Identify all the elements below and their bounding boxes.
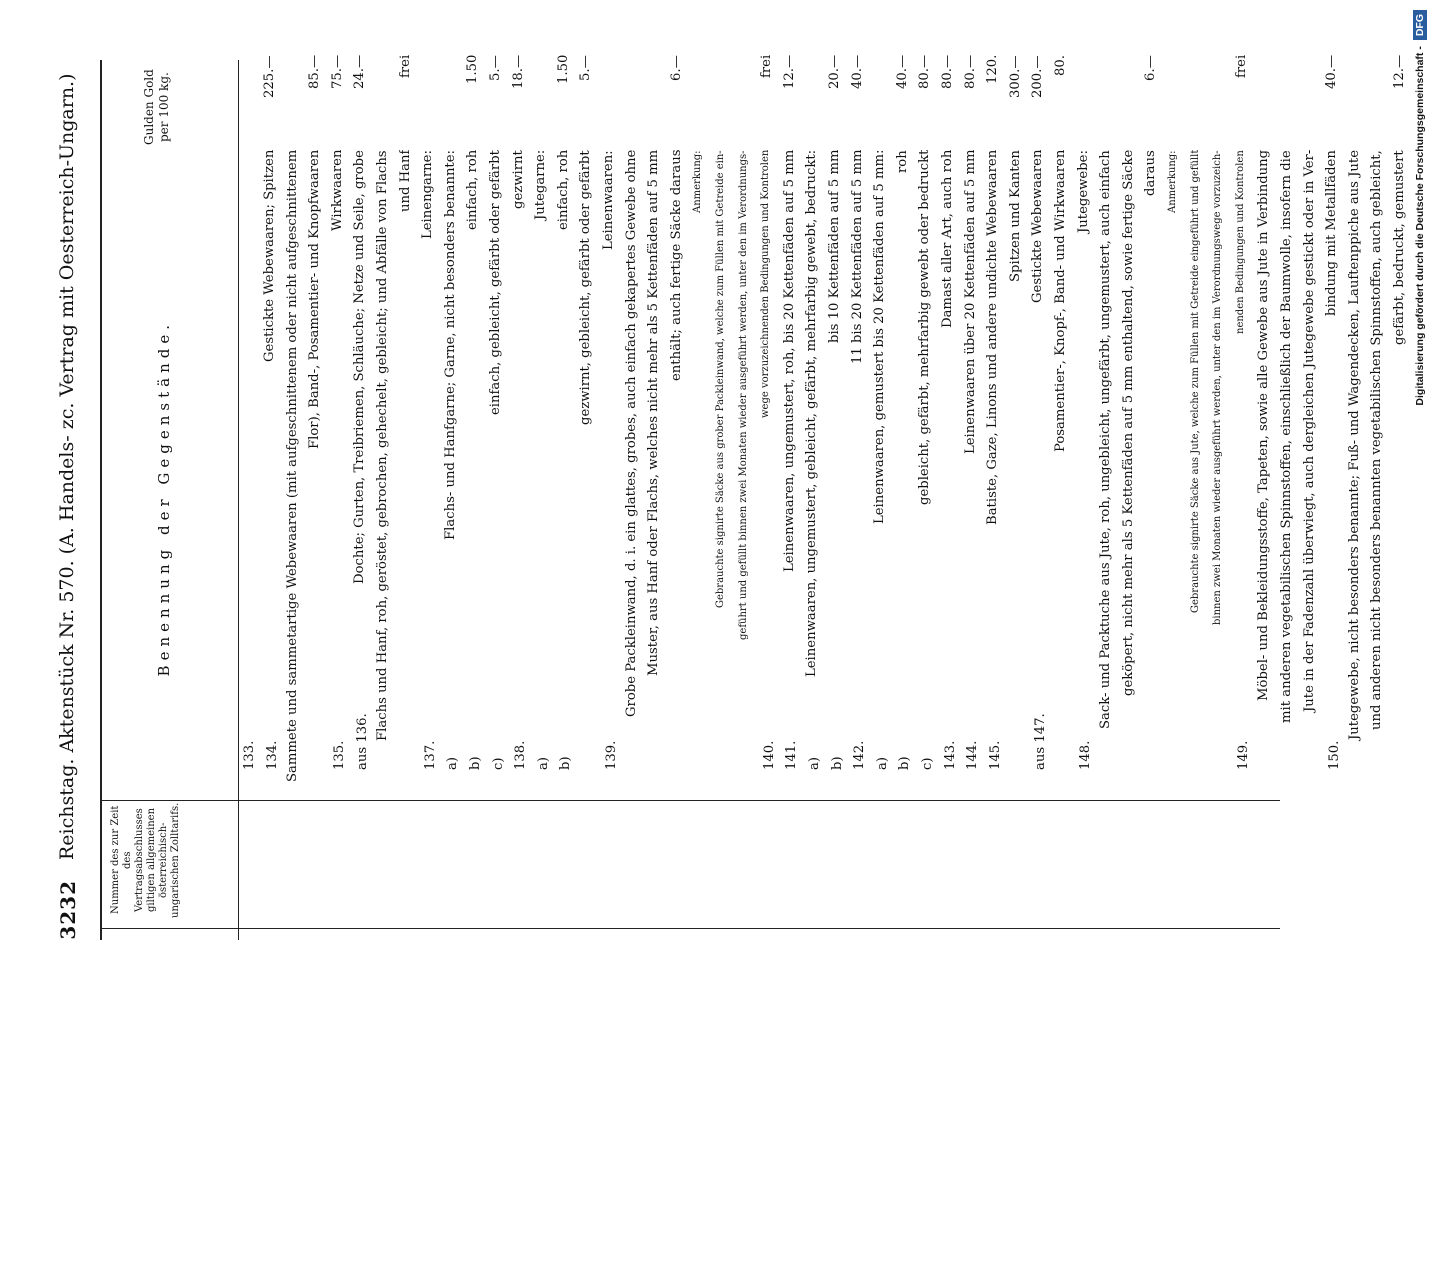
table-row <box>420 0 442 1000</box>
item-description: und anderen nicht besonders benannten vegetabilischen Spinnstoffen, auch gebleicht, <box>1369 150 1385 730</box>
tariff-number: 140. <box>761 740 777 770</box>
item-description: einfach, roh <box>555 150 571 231</box>
duty-rate <box>1076 55 1096 145</box>
item-description: gebleicht, gefärbt, mehrfarbig gewebt oder bedruckt <box>917 150 933 506</box>
item-description: Damast aller Art, auch roh <box>940 150 955 329</box>
item-description: Gestickte Webewaaren; Spitzen <box>262 150 277 363</box>
tariff-number: 138. <box>513 740 529 770</box>
duty-rate: 1.50 <box>555 55 571 85</box>
item-description: Anmerkung: <box>1167 150 1178 213</box>
duty-rate <box>691 55 711 145</box>
tariff-number <box>1349 612 1369 770</box>
duty-rate <box>375 55 395 145</box>
duty-rate: 5.— <box>488 55 503 81</box>
item-description: Leinenwaaren, ungemustert, gebleicht, gefärbt, mehrfarbig gewebt, bedruckt: <box>804 150 820 678</box>
tariff-number: c) <box>920 757 935 770</box>
tariff-number: 145. <box>987 740 1003 770</box>
tariff-number: 133. <box>242 740 257 770</box>
tariff-number <box>671 612 691 770</box>
item-description: Flachs- und Hanfgarne; Garne, nicht besonders benannte: <box>442 150 458 540</box>
tariff-number: a) <box>535 756 551 770</box>
duty-rate: 80.— <box>940 55 955 90</box>
tariff-number: 139. <box>603 740 619 770</box>
item-description: Gestickte Webewaaren <box>1030 150 1046 304</box>
duty-rate: 200.— <box>1030 55 1046 98</box>
duty-rate <box>1347 55 1367 145</box>
duty-rate <box>646 55 666 145</box>
table-row <box>398 0 420 1000</box>
duty-rate: 12.— <box>781 55 797 90</box>
tariff-number <box>287 612 307 770</box>
item-description: Flachs und Hanf, roh, geröstet, gebrochen, gehechelt, gebleicht; und Abfälle von Flachs <box>375 150 390 741</box>
item-description: geführt und gefüllt binnen zwei Monaten wieder ausgeführt werden, unter den im Verordnungs- <box>737 150 749 640</box>
duty-rate: 80.— <box>962 55 978 90</box>
duty-rate: 6.— <box>668 55 684 81</box>
duty-rate <box>1369 55 1389 145</box>
item-description: gezwirnt, gebleicht, gefärbt oder gefärbt <box>578 150 594 425</box>
tariff-number: b) <box>468 756 483 770</box>
table-row <box>737 0 759 1000</box>
page-number: 3232 <box>56 880 80 940</box>
duty-rate: 24.— <box>352 55 368 90</box>
table-row <box>1121 0 1143 1000</box>
table-row <box>669 0 691 1000</box>
tariff-number <box>1372 612 1392 770</box>
table-row <box>759 0 781 1000</box>
duty-rate: 6.— <box>1143 55 1159 81</box>
item-description: und Hanf <box>397 150 413 213</box>
table-row <box>1211 0 1233 1000</box>
table-row <box>1279 0 1301 1000</box>
item-description: binnen zwei Monaten wieder ausgeführt werden, unter den im Verordnungswege vorzuzeich- <box>1212 150 1224 625</box>
tariff-number: a) <box>874 756 890 770</box>
item-description: Flor), Band-, Posamentier- und Knopfwaaren <box>307 150 323 450</box>
duty-rate <box>1121 55 1141 145</box>
tariff-number: 144. <box>965 740 981 770</box>
tariff-number <box>1191 612 1211 770</box>
table-row <box>1189 0 1211 1000</box>
dfg-badge: DFG <box>1413 10 1427 40</box>
table-row <box>1234 0 1256 1000</box>
tariff-number <box>739 612 759 770</box>
item-description: 11 bis 20 Kettenfäden auf 5 mm <box>849 150 865 365</box>
tariff-number: 135. <box>332 740 348 770</box>
tariff-number <box>626 612 646 770</box>
item-description: einfach, gebleicht, gefärbt oder gefärbt <box>488 150 503 415</box>
column-header-duty: Gulden Gold per 100 kg. <box>142 69 171 145</box>
tariff-number: b) <box>829 756 845 770</box>
table-row <box>307 0 329 1000</box>
page-title: Reichstag. Aktenstück Nr. 570. (A. Handels- zc. Vertrag mit Oesterreich-Ungarn.) <box>56 73 78 860</box>
table-row <box>646 0 668 1000</box>
duty-rate: frei <box>397 55 413 79</box>
duty-rate <box>1256 55 1276 145</box>
item-description: Sack- und Packtuche aus Jute, roh, ungebleicht, ungefärbt, ungemustert, auch einfach <box>1098 150 1114 729</box>
tariff-number <box>1010 612 1030 770</box>
duty-rate <box>285 55 305 145</box>
duty-rate: 80. <box>1053 55 1068 76</box>
item-description: gefärbt, bedruckt, gemustert <box>1392 150 1407 345</box>
duty-rate <box>1279 55 1299 145</box>
table-row <box>714 0 736 1000</box>
duty-rate: frei <box>759 55 775 79</box>
tariff-number <box>378 612 398 770</box>
item-description: Anmerkung: <box>692 150 704 213</box>
item-description: roh <box>894 150 910 173</box>
tariff-number: a) <box>445 756 461 770</box>
tariff-number <box>649 612 669 770</box>
tariff-number: 150. <box>1326 740 1342 770</box>
dfg-credit: Digitalisierung gefördert durch die Deutsche Forschungsgemeinschaft -DFG <box>1408 0 1432 1000</box>
item-description: daraus <box>1143 150 1159 196</box>
tariff-number: 149. <box>1236 740 1252 770</box>
item-description: Leinenwaaren, gemustert bis 20 Kettenfäden auf 5 mm: <box>872 150 888 525</box>
tariff-number <box>1259 612 1279 770</box>
table-row <box>601 0 623 1000</box>
column-header-designation: Benennung der Gegenstände. <box>155 320 173 677</box>
item-description: Posamentier-, Knopf-, Band- und Wirkwaaren <box>1053 150 1068 453</box>
tariff-number: b) <box>558 756 574 770</box>
item-description: Leinenwaaren, ungemustert, roh, bis 20 Kettenfäden auf 5 mm <box>781 150 797 573</box>
duty-rate: 75.— <box>329 55 345 90</box>
table-row <box>1166 0 1188 1000</box>
tariff-number <box>1282 612 1302 770</box>
tariff-number <box>694 612 714 770</box>
item-description: bis 10 Kettenfäden auf 5 mm <box>827 150 842 344</box>
tariff-number <box>310 612 330 770</box>
tariff-number: 142. <box>852 740 868 770</box>
tariff-number: a) <box>807 756 822 770</box>
duty-rate <box>420 55 440 145</box>
table-row <box>1302 0 1324 1000</box>
item-description: Jutegarne: <box>533 150 549 221</box>
duty-rate: 1.50 <box>465 55 481 85</box>
duty-rate: frei <box>1233 55 1249 79</box>
item-description: wege vorzuzeichnenden Bedingungen und Kontrolen <box>760 150 772 419</box>
duty-rate <box>1166 55 1186 145</box>
tariff-number <box>1169 612 1189 770</box>
duty-rate <box>737 55 757 145</box>
item-description: gezwirnt <box>510 150 526 209</box>
tariff-number: 148. <box>1078 740 1094 770</box>
tariff-number: aus 147. <box>1033 713 1048 770</box>
table-row <box>242 0 284 1000</box>
duty-rate <box>1189 55 1209 145</box>
item-description: Spitzen und Kanten <box>1007 150 1023 282</box>
duty-rate <box>601 55 621 145</box>
item-description: Sammete und sammetartige Webewaaren (mit aufgeschnittenem oder nicht aufgeschnittenem <box>284 150 300 783</box>
tariff-number <box>400 612 420 770</box>
duty-rate <box>533 55 553 145</box>
duty-rate: 85.— <box>307 55 323 90</box>
item-description: Grobe Packleinwand, d. i. ein glattes, grobes, auch einfach gekapertes Gewebe ohne <box>623 150 639 718</box>
duty-rate: 12.— <box>1392 55 1407 90</box>
tariff-number: c) <box>490 757 506 770</box>
duty-rate <box>443 55 463 145</box>
tariff-number: b) <box>897 756 913 770</box>
duty-rate: 120. <box>985 55 1001 85</box>
duty-rate: 20.— <box>827 55 842 90</box>
item-description: Gebrauchte signirte Säcke aus grober Packleinwand, welche zum Füllen mit Getreide ein- <box>715 150 726 608</box>
item-description: Leinenwaaren über 20 Kettenfäden auf 5 mm <box>962 150 978 455</box>
digitization-sidebar <box>1408 0 1432 1000</box>
duty-rate <box>1211 55 1231 145</box>
table-row <box>1143 0 1165 1000</box>
duty-rate <box>1302 55 1322 145</box>
tariff-number <box>1101 612 1121 770</box>
column-header-number: Nummer des zur Zeit des Vertragsabschlusses giltigen allgemeinen österreichisch-ungarischen Zolltarifs. <box>110 802 181 918</box>
tariff-number <box>1146 612 1166 770</box>
duty-rate: 225.— <box>262 55 277 98</box>
table-row <box>1076 0 1098 1000</box>
item-description: Dochte; Gurten, Treibriemen, Schläuche; Netze und Seile, grobe <box>352 150 368 584</box>
duty-rate: 40.— <box>849 55 865 90</box>
item-description: Batiste, Gaze, Linons und andere undichte Webewaaren <box>985 150 1001 526</box>
item-description: Wirkwaaren <box>329 150 345 232</box>
table-row <box>1369 0 1391 1000</box>
tariff-number: 141. <box>784 740 800 770</box>
tariff-number <box>717 612 737 770</box>
duty-rate: 80.— <box>917 55 933 90</box>
item-description: Jutegewebe: <box>1075 150 1091 233</box>
item-description: bindung mit Metallfäden <box>1324 150 1340 316</box>
item-description: einfach, roh <box>465 150 481 231</box>
table-row <box>330 0 352 1000</box>
table-row <box>1030 0 1052 1000</box>
duty-rate <box>872 55 892 145</box>
tariff-number: 134. <box>264 740 280 770</box>
tariff-number <box>581 612 601 770</box>
duty-rate <box>804 55 824 145</box>
item-description: Gebrauchte signirte Säcke aus Jute, welche zum Füllen mit Getreide eingeführt und gefüllt <box>1189 150 1201 614</box>
tariff-number: aus 136. <box>355 713 370 770</box>
item-description: Leinengarne: <box>420 150 436 239</box>
duty-rate: 40.— <box>894 55 910 90</box>
tariff-number <box>1123 612 1143 770</box>
duty-rate: 40.— <box>1324 55 1340 90</box>
item-description: Muster, aus Hanf oder Flachs, welches nicht mehr als 5 Kettenfäden auf 5 mm <box>646 150 662 677</box>
duty-rate: 300.— <box>1007 55 1023 98</box>
item-description: Leinenwaaren: <box>601 150 616 250</box>
tariff-number: 137. <box>422 740 438 770</box>
item-description: Jute in der Fadenzahl überwiegt, auch dergleichen Jutegewebe gestickt oder in Ver- <box>1301 150 1317 713</box>
item-description: geköpert, nicht mehr als 5 Kettenfäden auf 5 mm enthaltend, sowie fertige Säcke <box>1120 150 1136 697</box>
tariff-number <box>1304 612 1324 770</box>
item-description: Jutegewebe, nicht besonders benannte; Fuß- und Wagendecken, Lauftenppiche aus Jute <box>1346 150 1362 741</box>
tariff-number <box>1056 612 1076 770</box>
duty-rate <box>624 55 644 145</box>
item-description: Möbel- und Bekleidungsstoffe, Tapeten, sowie alle Gewebe aus Jute in Verbindung <box>1256 150 1272 702</box>
tariff-number: 143. <box>942 740 958 770</box>
duty-rate: 18.— <box>510 55 526 90</box>
item-description: mit anderen vegetabilischen Spinnstoffen, einschließlich der Baumwolle, insofern die <box>1279 150 1294 723</box>
item-description: enthält; auch fertige Säcke daraus <box>668 150 684 382</box>
table-row <box>691 0 713 1000</box>
item-description: nenden Bedingungen und Kontrolen <box>1234 150 1246 334</box>
duty-rate <box>1098 55 1118 145</box>
duty-rate: 5.— <box>578 55 594 81</box>
tariff-number <box>1214 612 1234 770</box>
table-row <box>1324 0 1346 1000</box>
duty-rate <box>714 55 734 145</box>
